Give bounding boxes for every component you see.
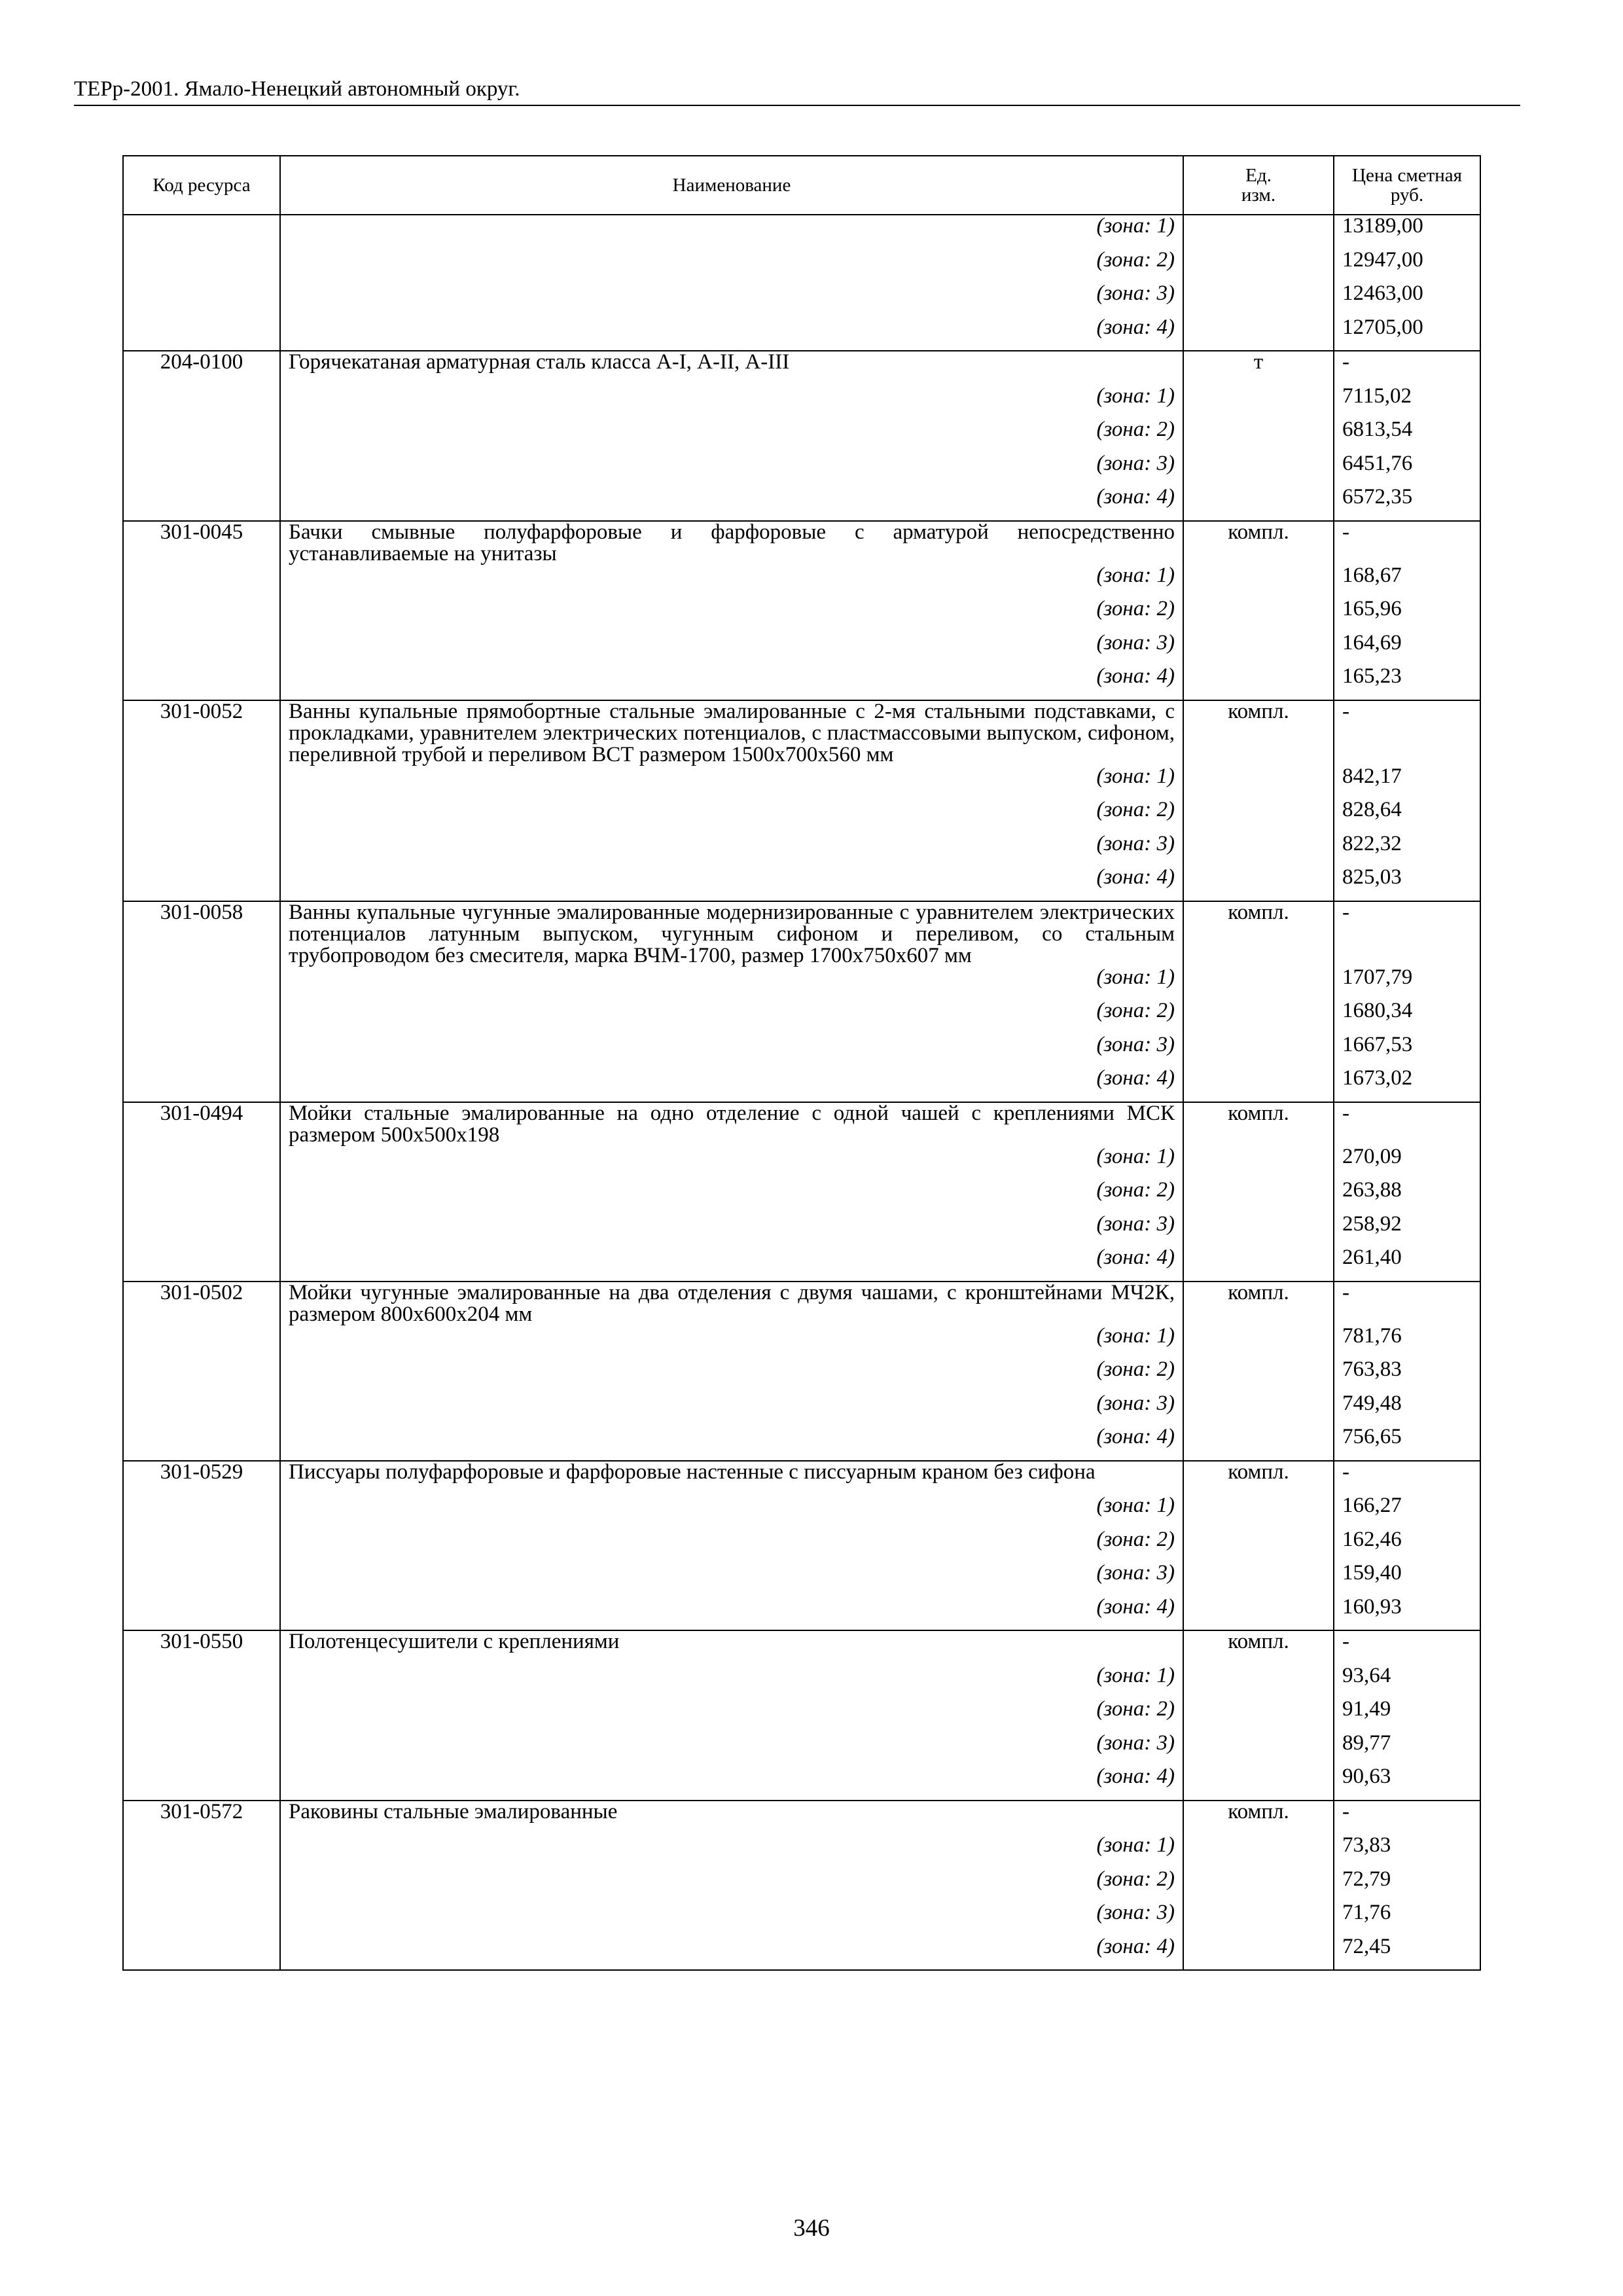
zone-price: 6451,76 bbox=[1334, 453, 1480, 487]
table-row bbox=[123, 1461, 1480, 1496]
zone-unit-cell bbox=[1183, 766, 1334, 800]
zone-label: (зона: 2) bbox=[280, 1529, 1183, 1563]
zone-unit-cell bbox=[1183, 1247, 1334, 1282]
item-zone-row bbox=[123, 386, 1480, 420]
zone-unit-cell bbox=[1183, 1835, 1334, 1869]
zone-code-cell bbox=[123, 867, 280, 901]
zone-label: (зона: 4) bbox=[280, 486, 1183, 521]
zone-unit-cell bbox=[1183, 249, 1334, 283]
table-row bbox=[123, 351, 1480, 386]
resource-base-price: - bbox=[1334, 700, 1480, 766]
zone-code-cell bbox=[123, 283, 280, 317]
item-zone-row bbox=[123, 1698, 1480, 1732]
zone-unit-cell bbox=[1183, 1902, 1334, 1936]
zone-price: 756,65 bbox=[1334, 1426, 1480, 1461]
zone-code-cell bbox=[123, 386, 280, 420]
item-zone-row bbox=[123, 799, 1480, 833]
running-header: ТЕРр-2001. Ямало-Ненецкий автономный округ. bbox=[74, 77, 520, 101]
resource-code: 301-0058 bbox=[123, 901, 280, 967]
zone-price: 159,40 bbox=[1334, 1562, 1480, 1596]
zone-code-cell bbox=[123, 317, 280, 351]
zone-price: 1680,34 bbox=[1334, 1000, 1480, 1034]
zone-code-cell bbox=[123, 1213, 280, 1247]
zone-code-cell bbox=[123, 565, 280, 599]
zone-code-cell bbox=[123, 1902, 280, 1936]
zone-unit-cell bbox=[1183, 317, 1334, 351]
resource-name: Ванны купальные чугунные эмалированные модернизированные с уравнителем электрических потенциалов латунным выпуском, чугунным сифоном и переливом, со стальным трубопроводом без смесителя, марка ВЧМ-1700, размер 1700х750х607 мм bbox=[280, 901, 1183, 967]
resource-base-price: - bbox=[1334, 1630, 1480, 1665]
resource-code: 301-0550 bbox=[123, 1630, 280, 1665]
zone-code-cell bbox=[123, 419, 280, 453]
zone-label: (зона: 2) bbox=[280, 419, 1183, 453]
zone-label: (зона: 1) bbox=[280, 967, 1183, 1001]
resource-name: Горячекатаная арматурная сталь класса А-I, А-II, А-III bbox=[280, 351, 1183, 386]
zone-price: 1707,79 bbox=[1334, 967, 1480, 1001]
zone-price: 12947,00 bbox=[1334, 249, 1480, 283]
item-zone-row bbox=[123, 565, 1480, 599]
zone-price: 6813,54 bbox=[1334, 419, 1480, 453]
zone-code-cell bbox=[123, 833, 280, 867]
zone-label: (зона: 3) bbox=[280, 1213, 1183, 1247]
zone-unit-cell bbox=[1183, 215, 1334, 249]
zone-price: 168,67 bbox=[1334, 565, 1480, 599]
item-zone-row bbox=[123, 1213, 1480, 1247]
resource-name: Раковины стальные эмалированные bbox=[280, 1801, 1183, 1835]
zone-price: 781,76 bbox=[1334, 1325, 1480, 1359]
table-row bbox=[123, 901, 1480, 967]
zone-unit-cell bbox=[1183, 1393, 1334, 1427]
zone-label: (зона: 1) bbox=[280, 766, 1183, 800]
zone-code-cell bbox=[123, 967, 280, 1001]
resource-base-price: - bbox=[1334, 1461, 1480, 1496]
zone-code-cell bbox=[123, 766, 280, 800]
table-row bbox=[123, 700, 1480, 766]
item-zone-row bbox=[123, 867, 1480, 901]
zone-label: (зона: 1) bbox=[280, 1146, 1183, 1180]
zone-price: 93,64 bbox=[1334, 1665, 1480, 1699]
zone-code-cell bbox=[123, 1034, 280, 1068]
zone-unit-cell bbox=[1183, 1325, 1334, 1359]
zone-price: 91,49 bbox=[1334, 1698, 1480, 1732]
resource-unit: компл. bbox=[1183, 1282, 1334, 1325]
zone-price: 72,45 bbox=[1334, 1936, 1480, 1971]
zone-price: 6572,35 bbox=[1334, 486, 1480, 521]
zone-price: 263,88 bbox=[1334, 1179, 1480, 1213]
zone-unit-cell bbox=[1183, 1698, 1334, 1732]
zone-label: (зона: 3) bbox=[280, 1393, 1183, 1427]
item-zone-row bbox=[123, 1665, 1480, 1699]
item-zone-row bbox=[123, 1596, 1480, 1631]
zone-code-cell bbox=[123, 249, 280, 283]
resource-name: Ванны купальные прямобортные стальные эмалированные с 2-мя стальными подставками, с прокладками, уравнителем электрических потенциалов, с пластмассовыми выпуском, сифоном, переливной трубой и переливом ВСТ размером 1500х700х560 мм bbox=[280, 700, 1183, 766]
zone-label: (зона: 4) bbox=[280, 867, 1183, 901]
zone-unit-cell bbox=[1183, 1766, 1334, 1801]
resource-name: Полотенцесушители с креплениями bbox=[280, 1630, 1183, 1665]
zone-price: 822,32 bbox=[1334, 833, 1480, 867]
zone-label: (зона: 2) bbox=[280, 1698, 1183, 1732]
zone-price: 7115,02 bbox=[1334, 386, 1480, 420]
zone-unit-cell bbox=[1183, 283, 1334, 317]
zone-code-cell bbox=[123, 1835, 280, 1869]
resource-unit: компл. bbox=[1183, 1461, 1334, 1496]
zone-unit-cell bbox=[1183, 1034, 1334, 1068]
zone-unit-cell bbox=[1183, 1000, 1334, 1034]
price-header-line1: Цена сметная bbox=[1352, 164, 1462, 186]
zone-label: (зона: 1) bbox=[280, 565, 1183, 599]
item-zone-row bbox=[123, 1835, 1480, 1869]
item-zone-row bbox=[123, 1247, 1480, 1282]
item-zone-row bbox=[123, 1034, 1480, 1068]
zone-label: (зона: 3) bbox=[280, 1902, 1183, 1936]
resource-code: 301-0529 bbox=[123, 1461, 280, 1496]
item-zone-row bbox=[123, 1562, 1480, 1596]
zone-label: (зона: 3) bbox=[280, 1034, 1183, 1068]
zone-price: 165,23 bbox=[1334, 666, 1480, 700]
zone-code-cell bbox=[123, 1936, 280, 1971]
zone-price: 162,46 bbox=[1334, 1529, 1480, 1563]
zone-label: (зона: 4) bbox=[280, 317, 1183, 351]
zone-code-cell bbox=[123, 1146, 280, 1180]
zone-unit-cell bbox=[1183, 1869, 1334, 1903]
zone-code-cell bbox=[123, 799, 280, 833]
price-header-line2: руб. bbox=[1390, 185, 1424, 206]
zone-price: 258,92 bbox=[1334, 1213, 1480, 1247]
zone-unit-cell bbox=[1183, 1359, 1334, 1393]
item-zone-row bbox=[123, 1426, 1480, 1461]
header-rule bbox=[74, 105, 1520, 106]
zone-label: (зона: 4) bbox=[280, 1596, 1183, 1631]
item-zone-row bbox=[123, 967, 1480, 1001]
zone-unit-cell bbox=[1183, 833, 1334, 867]
zone-code-cell bbox=[123, 453, 280, 487]
zone-label: (зона: 1) bbox=[280, 1495, 1183, 1529]
item-zone-row bbox=[123, 833, 1480, 867]
zone-code-cell bbox=[123, 1359, 280, 1393]
item-zone-row bbox=[123, 1902, 1480, 1936]
zone-price: 828,64 bbox=[1334, 799, 1480, 833]
resource-unit: компл. bbox=[1183, 1630, 1334, 1665]
zone-unit-cell bbox=[1183, 386, 1334, 420]
zone-price: 1667,53 bbox=[1334, 1034, 1480, 1068]
zone-code-cell bbox=[123, 1766, 280, 1801]
item-zone-row bbox=[123, 1359, 1480, 1393]
resource-code: 301-0045 bbox=[123, 521, 280, 565]
zone-unit-cell bbox=[1183, 1562, 1334, 1596]
unit-header-line1: Ед. bbox=[1245, 164, 1272, 186]
zone-code-cell bbox=[123, 1665, 280, 1699]
zone-price: 12705,00 bbox=[1334, 317, 1480, 351]
table-row bbox=[123, 1630, 1480, 1665]
zone-label: (зона: 2) bbox=[280, 799, 1183, 833]
resource-unit: компл. bbox=[1183, 1102, 1334, 1146]
zone-unit-cell bbox=[1183, 1596, 1334, 1631]
zone-unit-cell bbox=[1183, 1426, 1334, 1461]
item-zone-row bbox=[123, 1936, 1480, 1971]
zone-unit-cell bbox=[1183, 598, 1334, 632]
item-zone-row bbox=[123, 1732, 1480, 1767]
item-zone-row bbox=[123, 598, 1480, 632]
item-zone-row bbox=[123, 766, 1480, 800]
zone-code-cell bbox=[123, 1732, 280, 1767]
zone-code-cell bbox=[123, 1529, 280, 1563]
zone-unit-cell bbox=[1183, 1213, 1334, 1247]
zone-code-cell bbox=[123, 1426, 280, 1461]
zone-unit-cell bbox=[1183, 419, 1334, 453]
col-header-price bbox=[1334, 156, 1480, 215]
zone-price: 270,09 bbox=[1334, 1146, 1480, 1180]
resource-base-price: - bbox=[1334, 351, 1480, 386]
table-header-row bbox=[123, 156, 1480, 215]
resource-name: Бачки смывные полуфарфоровые и фарфоровые с арматурой непосредственно устанавливаемые на унитазы bbox=[280, 521, 1183, 565]
zone-label: (зона: 3) bbox=[280, 283, 1183, 317]
resource-unit: компл. bbox=[1183, 1801, 1334, 1835]
zone-price: 842,17 bbox=[1334, 766, 1480, 800]
zone-label: (зона: 3) bbox=[280, 453, 1183, 487]
zone-label: (зона: 3) bbox=[280, 833, 1183, 867]
zone-unit-cell bbox=[1183, 1179, 1334, 1213]
item-zone-row bbox=[123, 1000, 1480, 1034]
col-header-unit bbox=[1183, 156, 1334, 215]
zone-label: (зона: 2) bbox=[280, 1869, 1183, 1903]
resource-name: Мойки чугунные эмалированные на два отделения с двумя чашами, с кронштейнами МЧ2К, размером 800х600х204 мм bbox=[280, 1282, 1183, 1325]
zone-label: (зона: 2) bbox=[280, 1359, 1183, 1393]
zone-label: (зона: 4) bbox=[280, 666, 1183, 700]
zone-label: (зона: 2) bbox=[280, 1179, 1183, 1213]
zone-code-cell bbox=[123, 1698, 280, 1732]
zone-unit-cell bbox=[1183, 565, 1334, 599]
page-number: 346 bbox=[793, 2215, 830, 2242]
col-header-name: Наименование bbox=[280, 156, 1183, 215]
zone-unit-cell bbox=[1183, 799, 1334, 833]
item-zone-row bbox=[123, 486, 1480, 521]
item-zone-row bbox=[123, 632, 1480, 666]
item-zone-row bbox=[123, 1325, 1480, 1359]
zone-price: 73,83 bbox=[1334, 1835, 1480, 1869]
zone-code-cell bbox=[123, 1869, 280, 1903]
zone-unit-cell bbox=[1183, 666, 1334, 700]
item-zone-row bbox=[123, 1393, 1480, 1427]
zone-unit-cell bbox=[1183, 453, 1334, 487]
zone-price: 763,83 bbox=[1334, 1359, 1480, 1393]
resource-code: 301-0502 bbox=[123, 1282, 280, 1325]
item-zone-row bbox=[123, 419, 1480, 453]
resource-base-price: - bbox=[1334, 521, 1480, 565]
item-zone-row bbox=[123, 1067, 1480, 1102]
resource-unit: компл. bbox=[1183, 700, 1334, 766]
item-zone-row bbox=[123, 1766, 1480, 1801]
resource-name: Мойки стальные эмалированные на одно отделение с одной чашей с креплениями МСК размером 500х500х198 bbox=[280, 1102, 1183, 1146]
zone-label: (зона: 4) bbox=[280, 1426, 1183, 1461]
resource-code: 204-0100 bbox=[123, 351, 280, 386]
zone-label: (зона: 4) bbox=[280, 1936, 1183, 1971]
resource-base-price: - bbox=[1334, 1102, 1480, 1146]
item-zone-row bbox=[123, 1495, 1480, 1529]
zone-code-cell bbox=[123, 666, 280, 700]
resource-unit: т bbox=[1183, 351, 1334, 386]
zone-code-cell bbox=[123, 1067, 280, 1102]
zone-unit-cell bbox=[1183, 1529, 1334, 1563]
table-row bbox=[123, 1801, 1480, 1835]
zone-code-cell bbox=[123, 1393, 280, 1427]
continuation-zone-row bbox=[123, 317, 1480, 351]
resource-code: 301-0494 bbox=[123, 1102, 280, 1146]
zone-price: 166,27 bbox=[1334, 1495, 1480, 1529]
zone-label: (зона: 2) bbox=[280, 249, 1183, 283]
zone-unit-cell bbox=[1183, 1495, 1334, 1529]
zone-code-cell bbox=[123, 1495, 280, 1529]
zone-unit-cell bbox=[1183, 632, 1334, 666]
zone-code-cell bbox=[123, 1325, 280, 1359]
continuation-zone-row bbox=[123, 215, 1480, 249]
resource-name: Писсуары полуфарфоровые и фарфоровые настенные с писсуарным краном без сифона bbox=[280, 1461, 1183, 1496]
zone-unit-cell bbox=[1183, 1665, 1334, 1699]
continuation-zone-row bbox=[123, 249, 1480, 283]
zone-price: 90,63 bbox=[1334, 1766, 1480, 1801]
item-zone-row bbox=[123, 1179, 1480, 1213]
zone-label: (зона: 3) bbox=[280, 1562, 1183, 1596]
zone-label: (зона: 3) bbox=[280, 1732, 1183, 1767]
zone-price: 72,79 bbox=[1334, 1869, 1480, 1903]
resource-unit: компл. bbox=[1183, 901, 1334, 967]
item-zone-row bbox=[123, 666, 1480, 700]
resource-unit: компл. bbox=[1183, 521, 1334, 565]
col-header-code: Код ресурса bbox=[123, 156, 280, 215]
zone-label: (зона: 4) bbox=[280, 1067, 1183, 1102]
zone-code-cell bbox=[123, 486, 280, 521]
item-zone-row bbox=[123, 453, 1480, 487]
item-zone-row bbox=[123, 1869, 1480, 1903]
zone-label: (зона: 3) bbox=[280, 632, 1183, 666]
zone-unit-cell bbox=[1183, 967, 1334, 1001]
zone-code-cell bbox=[123, 1562, 280, 1596]
zone-price: 749,48 bbox=[1334, 1393, 1480, 1427]
unit-header-line2: изм. bbox=[1241, 185, 1276, 206]
resource-code: 301-0052 bbox=[123, 700, 280, 766]
zone-code-cell bbox=[123, 598, 280, 632]
zone-code-cell bbox=[123, 1000, 280, 1034]
zone-price: 71,76 bbox=[1334, 1902, 1480, 1936]
zone-code-cell bbox=[123, 1247, 280, 1282]
zone-unit-cell bbox=[1183, 486, 1334, 521]
zone-code-cell bbox=[123, 1596, 280, 1631]
item-zone-row bbox=[123, 1529, 1480, 1563]
zone-label: (зона: 1) bbox=[280, 1325, 1183, 1359]
zone-label: (зона: 1) bbox=[280, 1835, 1183, 1869]
zone-price: 825,03 bbox=[1334, 867, 1480, 901]
zone-label: (зона: 2) bbox=[280, 1000, 1183, 1034]
resource-base-price: - bbox=[1334, 1282, 1480, 1325]
zone-unit-cell bbox=[1183, 1936, 1334, 1971]
zone-price: 1673,02 bbox=[1334, 1067, 1480, 1102]
zone-label: (зона: 4) bbox=[280, 1766, 1183, 1801]
zone-price: 89,77 bbox=[1334, 1732, 1480, 1767]
zone-code-cell bbox=[123, 1179, 280, 1213]
zone-label: (зона: 1) bbox=[280, 215, 1183, 249]
zone-price: 160,93 bbox=[1334, 1596, 1480, 1631]
zone-price: 165,96 bbox=[1334, 598, 1480, 632]
continuation-zone-row bbox=[123, 283, 1480, 317]
table-row bbox=[123, 1282, 1480, 1325]
table-row bbox=[123, 1102, 1480, 1146]
zone-code-cell bbox=[123, 632, 280, 666]
resource-base-price: - bbox=[1334, 1801, 1480, 1835]
zone-unit-cell bbox=[1183, 1732, 1334, 1767]
zone-label: (зона: 2) bbox=[280, 598, 1183, 632]
zone-price: 13189,00 bbox=[1334, 215, 1480, 249]
zone-price: 164,69 bbox=[1334, 632, 1480, 666]
zone-unit-cell bbox=[1183, 867, 1334, 901]
zone-unit-cell bbox=[1183, 1146, 1334, 1180]
zone-code-cell bbox=[123, 215, 280, 249]
zone-label: (зона: 4) bbox=[280, 1247, 1183, 1282]
resource-code: 301-0572 bbox=[123, 1801, 280, 1835]
item-zone-row bbox=[123, 1146, 1480, 1180]
resource-price-table bbox=[122, 155, 1481, 1971]
resource-base-price: - bbox=[1334, 901, 1480, 967]
zone-price: 12463,00 bbox=[1334, 283, 1480, 317]
zone-label: (зона: 1) bbox=[280, 1665, 1183, 1699]
zone-label: (зона: 1) bbox=[280, 386, 1183, 420]
table-row bbox=[123, 521, 1480, 565]
zone-unit-cell bbox=[1183, 1067, 1334, 1102]
zone-price: 261,40 bbox=[1334, 1247, 1480, 1282]
